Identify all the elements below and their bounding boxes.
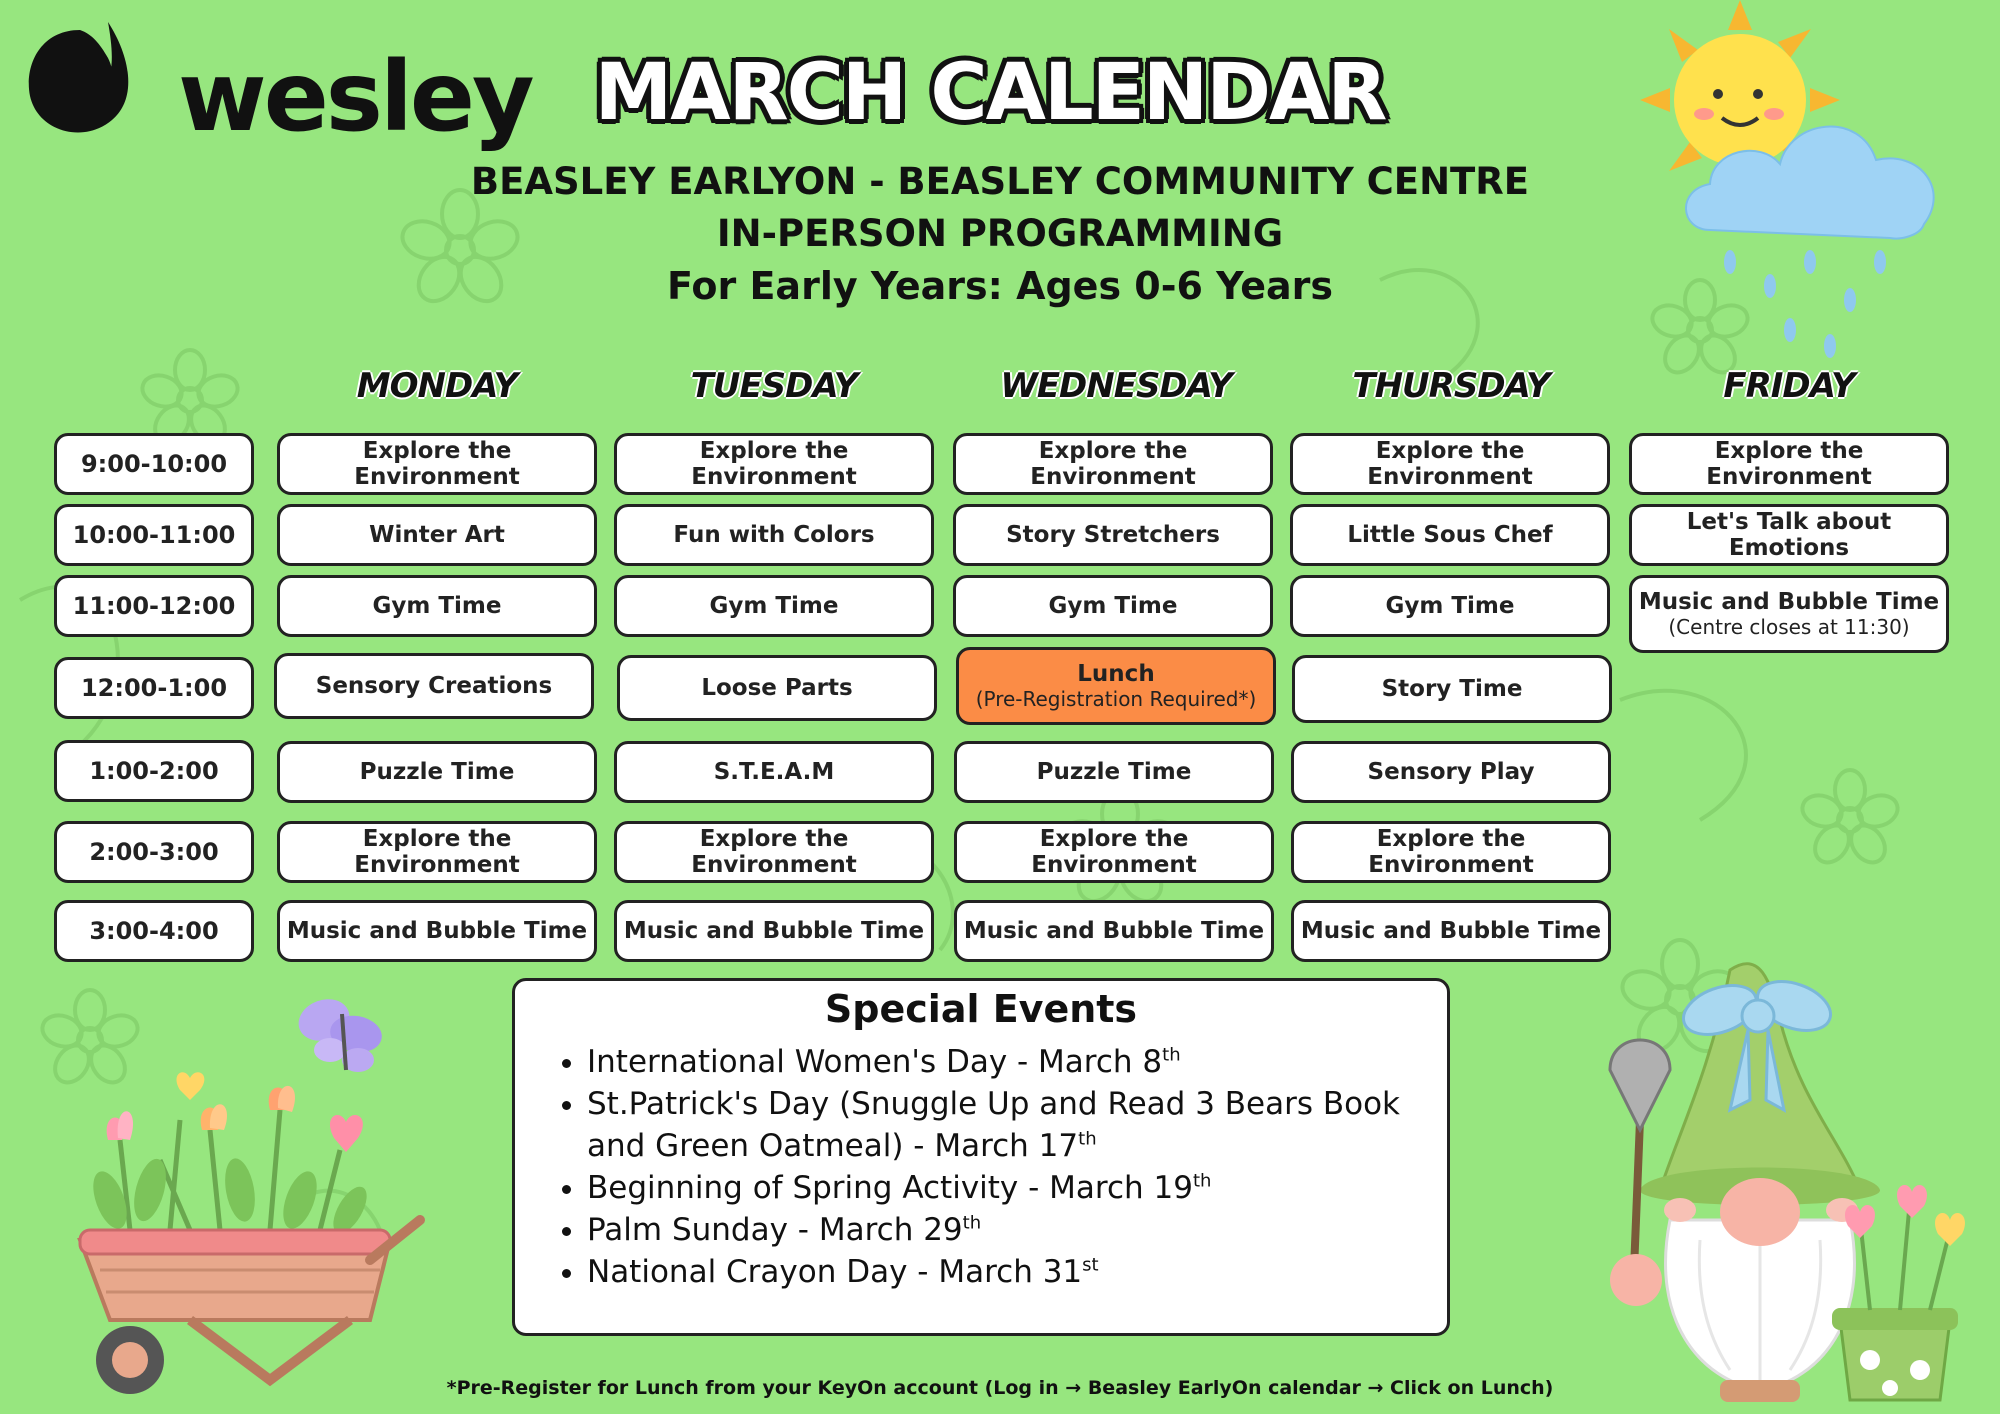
lunch-label: Lunch — [1077, 661, 1155, 687]
activity-cell-monday: Winter Art — [277, 504, 597, 566]
wheelbarrow-flowers-icon — [70, 1060, 450, 1410]
activity-cell-monday: Gym Time — [277, 575, 597, 637]
event-text: St.Patrick's Day (Snuggle Up and Read 3 Bears Book and Green Oatmeal) - March 17 — [587, 1086, 1401, 1164]
activity-cell-monday: Explore the Environment — [277, 821, 597, 883]
activity-cell-tuesday: Explore the Environment — [614, 821, 934, 883]
gnome-icon — [1570, 940, 1990, 1410]
time-slot: 1:00-2:00 — [54, 740, 254, 802]
activity-cell-wednesday: Story Stretchers — [953, 504, 1273, 566]
activity-cell-friday — [1629, 575, 1949, 653]
centre-closing-note: (Centre closes at 11:30) — [1668, 615, 1910, 639]
special-events-title: Special Events — [824, 987, 1138, 1031]
activity-cell-friday: Explore the Environment — [1629, 433, 1949, 495]
activity-cell-tuesday: Explore the Environment — [614, 433, 934, 495]
event-text: Beginning of Spring Activity - March 19 — [587, 1170, 1193, 1206]
activity-cell-friday: Let's Talk about Emotions — [1629, 504, 1949, 566]
activity-cell-wednesday: Explore the Environment — [954, 821, 1274, 883]
programming-heading: IN-PERSON PROGRAMMING — [716, 212, 1284, 255]
activity-cell-wednesday: Music and Bubble Time — [954, 900, 1274, 962]
event-text: National Crayon Day - March 31 — [587, 1254, 1083, 1290]
activity-cell-monday: Sensory Creations — [274, 653, 594, 719]
special-events-list — [573, 1041, 1447, 1293]
time-slot: 10:00-11:00 — [54, 504, 254, 566]
day-header-monday: MONDAY — [356, 366, 518, 406]
activity-cell-thursday: Story Time — [1292, 655, 1612, 723]
time-slot: 9:00-10:00 — [54, 433, 254, 495]
activity-cell-monday: Explore the Environment — [277, 433, 597, 495]
time-slot: 12:00-1:00 — [54, 657, 254, 719]
day-header-friday: FRIDAY — [1723, 366, 1855, 406]
activity-cell-wednesday: Explore the Environment — [953, 433, 1273, 495]
event-suffix: th — [962, 1212, 982, 1234]
location-heading: BEASLEY EARLYON - BEASLEY COMMUNITY CENTRE — [470, 160, 1530, 203]
event-suffix: th — [1192, 1170, 1212, 1192]
activity-cell-tuesday: Gym Time — [614, 575, 934, 637]
lunch-registration-note: (Pre-Registration Required*) — [975, 687, 1257, 711]
brand-name: wesley — [178, 41, 532, 153]
age-heading: For Early Years: Ages 0-6 Years — [666, 264, 1333, 308]
event-suffix: st — [1082, 1254, 1099, 1276]
day-header-thursday: THURSDAY — [1352, 366, 1550, 406]
wesley-logo — [20, 12, 532, 162]
activity-cell-wednesday: Puzzle Time — [954, 741, 1274, 803]
event-item — [587, 1041, 1447, 1083]
activity-cell-tuesday: Music and Bubble Time — [614, 900, 934, 962]
event-item — [587, 1251, 1447, 1293]
special-events-panel — [512, 978, 1450, 1336]
day-header-wednesday: WEDNESDAY — [1000, 366, 1232, 406]
event-suffix: th — [1078, 1128, 1097, 1150]
lunch-registration-footnote: *Pre-Register for Lunch from your KeyOn account (Log in → Beasley EarlyOn calendar → Click on Lunch) — [446, 1377, 1554, 1399]
event-item — [587, 1083, 1447, 1167]
activity-cell-thursday: Gym Time — [1290, 575, 1610, 637]
activity-cell-thursday: Music and Bubble Time — [1291, 900, 1611, 962]
activity-cell-monday: Music and Bubble Time — [277, 900, 597, 962]
event-text: International Women's Day - March 8 — [587, 1044, 1163, 1080]
activity-cell-monday: Puzzle Time — [277, 741, 597, 803]
wesley-logo-mark-icon — [20, 16, 140, 146]
activity-cell-thursday: Explore the Environment — [1291, 821, 1611, 883]
time-slot: 3:00-4:00 — [54, 900, 254, 962]
activity-cell-thursday: Explore the Environment — [1290, 433, 1610, 495]
page-title: MARCH CALENDAR — [594, 48, 1386, 138]
activity-cell-wednesday: Gym Time — [953, 575, 1273, 637]
sun-cloud-icon — [1620, 0, 1980, 370]
activity-label: Music and Bubble Time — [1638, 589, 1940, 615]
lunch-cell-wednesday[interactable] — [956, 647, 1276, 725]
time-slot: 2:00-3:00 — [54, 821, 254, 883]
event-item — [587, 1209, 1447, 1251]
activity-cell-tuesday: Fun with Colors — [614, 504, 934, 566]
activity-cell-thursday: Little Sous Chef — [1290, 504, 1610, 566]
activity-cell-thursday: Sensory Play — [1291, 741, 1611, 803]
event-item — [587, 1167, 1447, 1209]
time-slot: 11:00-12:00 — [54, 575, 254, 637]
activity-cell-tuesday: S.T.E.A.M — [614, 741, 934, 803]
event-text: Palm Sunday - March 29 — [587, 1212, 963, 1248]
event-suffix: th — [1162, 1044, 1181, 1066]
activity-cell-tuesday: Loose Parts — [617, 655, 937, 721]
day-header-tuesday: TUESDAY — [690, 366, 858, 406]
